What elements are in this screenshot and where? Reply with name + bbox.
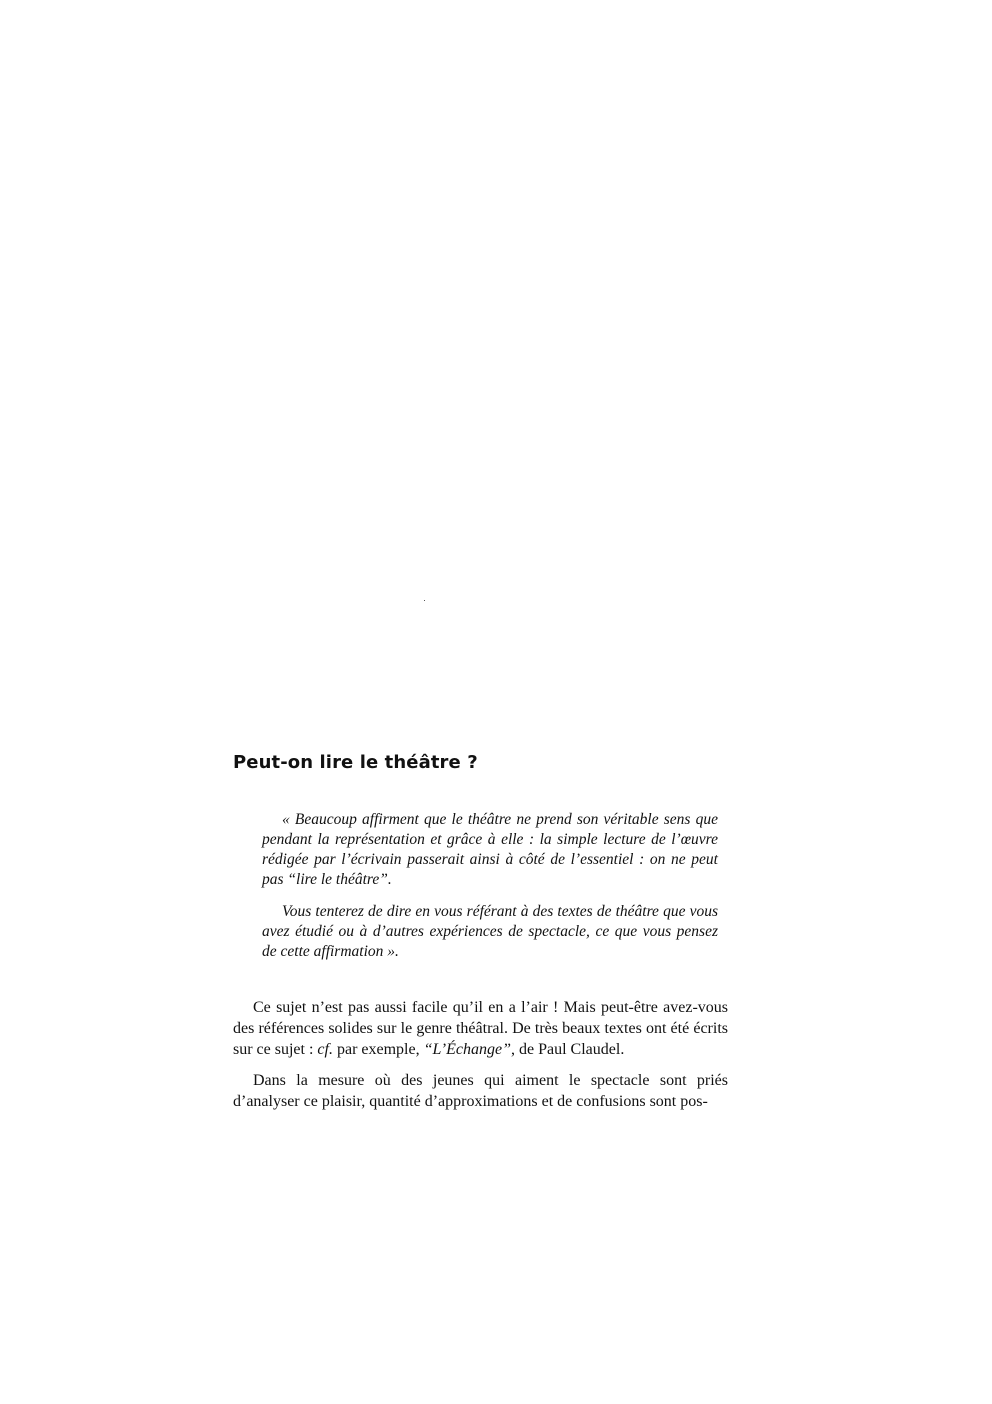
quote-paragraph-1: « Beaucoup affirment que le théâtre ne prend son véritable sens que pendant la représentation et grâce à elle : la simple lecture de l’œuvre rédigée par l’écrivain passerait ainsi à côté de l’essentiel : on ne peut pas “lire le théâtre”. [262,811,718,888]
cf-abbreviation: cf. [317,1041,333,1058]
body-paragraph-1-text-a: Ce sujet n’est pas aussi facile qu’il en a l’air ! Mais peut-être avez-vous des références solides sur le genre théâtral. De très beaux textes ont été écrits sur ce sujet : [233,999,728,1058]
commentary-body [233,997,728,1112]
body-paragraph-1-text-b: par exemple, [332,1041,424,1058]
work-title: “L’Échange” [423,1041,511,1058]
stray-mark [424,600,425,601]
exam-prompt-quote [262,810,718,962]
body-paragraph-2: Dans la mesure où des jeunes qui aiment le spectacle sont priés d’analyser ce plaisir, quantité d’approximations et de confusions sont pos- [233,1072,728,1110]
body-paragraph-1-text-c: , de Paul Claudel. [511,1041,625,1058]
body-paragraph-1 [233,997,728,1060]
section-heading: Peut-on lire le théâtre ? [233,752,478,773]
quote-paragraph-2: Vous tenterez de dire en vous référant à des textes de théâtre que vous avez étudié ou à d’autres expériences de spectacle, ce que vous pensez de cette affirmation ». [262,903,718,960]
